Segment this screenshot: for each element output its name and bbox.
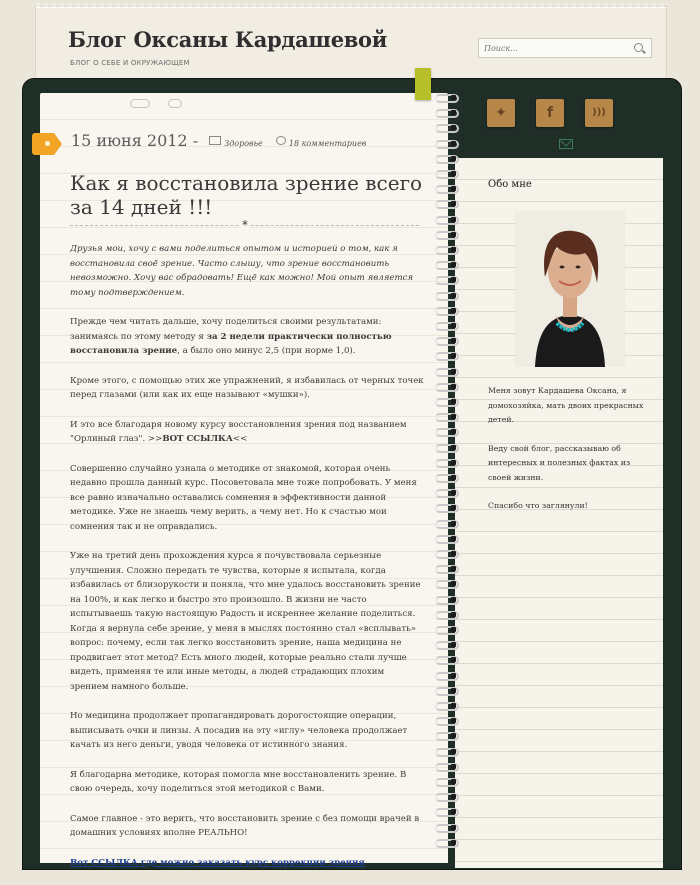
- rss-icon[interactable]: ))): [585, 99, 613, 127]
- text-span: <<: [232, 434, 248, 444]
- spiral-ring: [435, 535, 459, 544]
- mail-icon[interactable]: [559, 139, 573, 149]
- about-paragraph: Веду свой блог, рассказываю об интересных и полезных фактах из своей жизни.: [488, 443, 631, 482]
- spiral-ring: [435, 322, 459, 331]
- spiral-ring: [435, 641, 459, 650]
- text-span: И это все благодаря новому курсу восстановления зрения под названием "Орлиный глаз". >>: [70, 419, 407, 444]
- about-paragraph: Меня зовут Кардашева Оксана, я домохозяйка, мать двоих прекрасных детей.: [488, 386, 644, 424]
- spiral-ring: [435, 185, 459, 194]
- spiral-ring: [435, 170, 459, 179]
- category-link[interactable]: Здоровье: [224, 139, 263, 148]
- avatar: [515, 211, 625, 367]
- spiral-ring: [435, 565, 459, 574]
- spiral-ring: [435, 444, 459, 453]
- post-paragraph: [70, 856, 425, 871]
- spiral-ring: [435, 216, 459, 225]
- facebook-icon[interactable]: f: [536, 99, 564, 127]
- spiral-ring: [435, 626, 459, 635]
- about-paragraph: Спасибо что заглянули!: [488, 501, 588, 510]
- text-span: Прежде чем читать дальше, хочу поделиться своими результатами: занимаясь по этому методу я: [70, 317, 382, 342]
- bookmark-ribbon: [415, 68, 431, 100]
- post-paragraph: Самое главное - это верить, что восстановить зрение с без помощи врачей в домашних условиях вполне РЕАЛЬНО!: [70, 813, 420, 838]
- post-paragraph: Уже на третий день прохождения курса я почувствовала серьезные улучшения. Сложно передать те чувства, которые я испытала, когда избавилась от близорукости и поняла, что мне удалось восстановить зрение на 100%, и как легко и быстро это произошло. В жизни не часто испытываешь такую настоящую Радость и искреннее желание поделиться. Когда я вернула себе зрение, у меня в мыслях постоянно стал «всплывать» вопрос: почему, если так легко восстановить зрение, наша медицина не продвигает этот метод? Есть много людей, которые реально стали лучше видеть, применяя те или иные методы, а людей страдающих плохим зрением намного больше.: [70, 551, 421, 692]
- spiral-ring: [435, 824, 459, 833]
- spiral-ring: [435, 580, 459, 589]
- spiral-ring: [435, 292, 459, 301]
- date-separator: -: [192, 131, 199, 150]
- spiral-ring: [435, 246, 459, 255]
- spiral-ring: [435, 793, 459, 802]
- spiral-ring: [435, 94, 459, 103]
- spiral-ring: [435, 763, 459, 772]
- post-paragraph: [70, 418, 425, 447]
- title-star: *: [242, 218, 248, 232]
- spiral-ring: [435, 808, 459, 817]
- spiral-ring: [435, 307, 459, 316]
- search-box[interactable]: [478, 38, 652, 58]
- spiral-ring: [435, 732, 459, 741]
- post-paragraph: Я благодарна методике, которая помогла мне восстановленить зрение. В свою очередь, хочу поделиться этой методикой с Вами.: [70, 769, 407, 794]
- twitter-icon[interactable]: ✦: [487, 99, 515, 127]
- spiral-ring: [435, 489, 459, 498]
- spiral-ring: [435, 687, 459, 696]
- spiral-ring: [435, 200, 459, 209]
- spiral-ring: [435, 839, 459, 848]
- spiral-ring: [435, 155, 459, 164]
- spiral-ring: [435, 276, 459, 285]
- widget-title: Обо мне: [488, 179, 532, 190]
- spiral-ring: [435, 428, 459, 437]
- post-intro: Друзья мои, хочу с вами поделиться опытом и историей о том, как я восстановила своё зрение. Часто слышу, что зрение восстановить невозможно. Хочу вас обрадовать! Ещё как можно! Мой опыт является тому подтверждением.: [70, 244, 414, 298]
- spiral-ring: [435, 656, 459, 665]
- spiral-ring: [435, 459, 459, 468]
- spiral-ring: [435, 474, 459, 483]
- site-title[interactable]: Блог Оксаны Кардашевой: [68, 27, 388, 52]
- spiral-ring: [435, 717, 459, 726]
- spiral-ring: [435, 550, 459, 559]
- spiral-ring: [435, 672, 459, 681]
- folder-icon: [209, 136, 221, 145]
- date-tab-icon: [32, 133, 54, 155]
- spiral-ring: [435, 702, 459, 711]
- site-tagline: БЛОГ О СЕБЕ И ОКРУЖАЮЩЕМ: [70, 59, 190, 67]
- spiral-ring: [435, 596, 459, 605]
- spiral-ring: [435, 413, 459, 422]
- spiral-ring: [435, 398, 459, 407]
- spiral-ring: [435, 124, 459, 133]
- spiral-ring: [435, 352, 459, 361]
- text-span: , а было оно минус 2,5 (при норме 1,0).: [177, 346, 356, 356]
- spiral-ring: [435, 261, 459, 270]
- cloud-doodle: [130, 99, 150, 108]
- spiral-ring: [435, 504, 459, 513]
- comments-link[interactable]: 18 комментариев: [288, 139, 367, 148]
- post-body: [70, 242, 425, 885]
- search-icon[interactable]: [634, 43, 643, 52]
- spiral-ring: [435, 778, 459, 787]
- post-date: 15 июня 2012: [71, 131, 188, 150]
- spiral-ring: [435, 520, 459, 529]
- spiral-ring: [435, 231, 459, 240]
- post-meta: [71, 131, 366, 150]
- spiral-ring: [435, 611, 459, 620]
- spiral-ring: [435, 368, 459, 377]
- cloud-doodle: [168, 99, 182, 108]
- post-paragraph: [70, 315, 425, 359]
- post-paragraph: Кроме этого, с помощью этих же упражнений, я избавилась от черных точек перед глазами (или как их еще называют «мушки»).: [70, 375, 424, 400]
- spiral-ring: [435, 140, 459, 149]
- spiral-ring: [435, 748, 459, 757]
- link-text[interactable]: ВОТ ССЫЛКА: [162, 434, 233, 444]
- search-input[interactable]: [484, 41, 624, 55]
- spiral-ring: [435, 337, 459, 346]
- post-title[interactable]: Как я восстановила зрение всего за 14 дней !!!: [70, 171, 423, 219]
- about-text: [488, 384, 648, 528]
- post-paragraph: Совершенно случайно узнала о методике от знакомой, которая очень недавно прошла данный курс. Посоветовала мне тоже попробовать. У меня все равно изначально оставались сомнения в эффективности данной методике. Уже не знаешь чему верить, а чему нет. Но к счастью мои сомнения так и не оправдались.: [70, 463, 417, 532]
- order-course-link[interactable]: Вот ССЫЛКА где можно заказать курс коррекции зрения: [70, 857, 365, 868]
- bold-text: за 2 недели практически полностью восстановила зрение: [70, 331, 392, 356]
- spiral-ring: [435, 383, 459, 392]
- post-paragraph: Но медицина продолжает пропагандировать дорогостоящие операции, выписывать очки и линзы. А посадив на эту «иглу» человека продолжает качать из него деньги, уводя человека от истинного знания.: [70, 711, 408, 750]
- comment-icon: [276, 136, 286, 145]
- spiral-binding: [430, 92, 464, 862]
- site-header: [35, 6, 667, 82]
- spiral-ring: [435, 109, 459, 118]
